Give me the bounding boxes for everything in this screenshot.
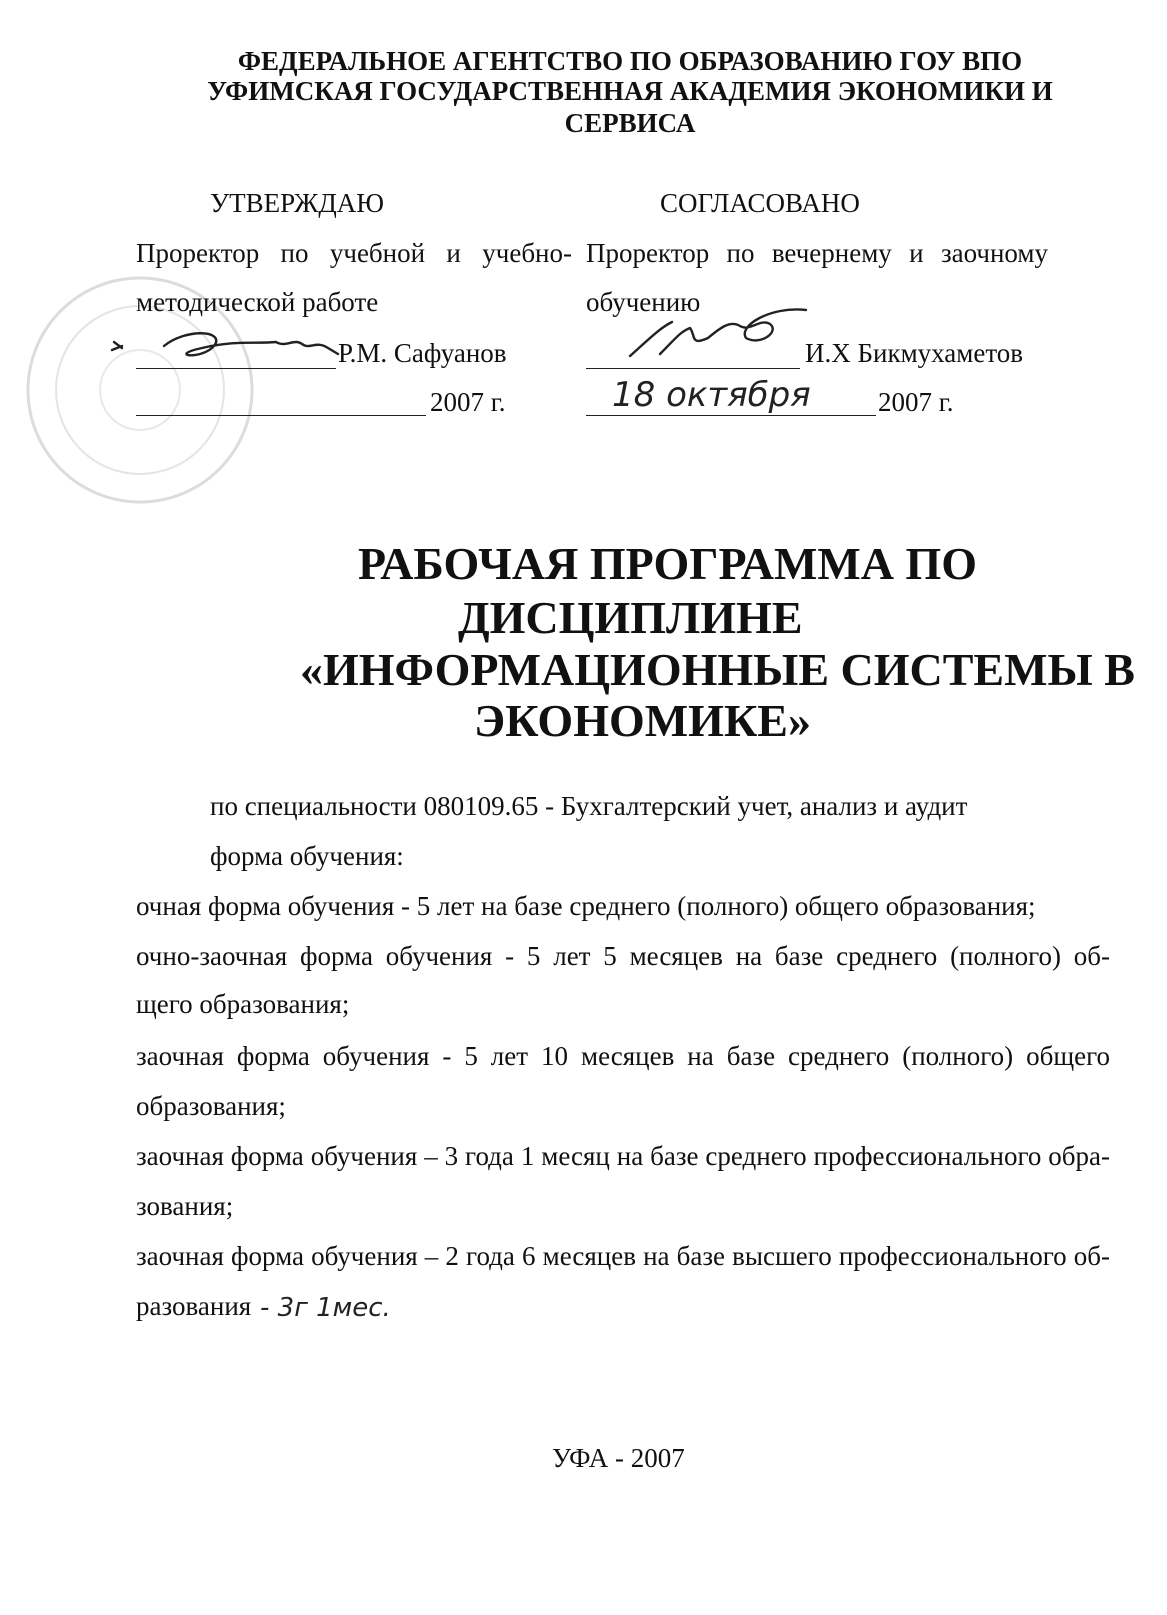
title-line-2: ДИСЦИПЛИНЕ [458,592,803,643]
agreed-signature [620,298,820,368]
approver-signature [106,322,346,372]
form-line-2: очно-заочная форма обучения - 5 лет 5 месяцев на базе среднего (полного) об- [136,941,1110,971]
agreed-name: И.Х Бикмухаметов [805,338,1024,368]
form-line-7: зования; [136,1191,234,1221]
header-line-1: ФЕДЕРАЛЬНОЕ АГЕНТСТВО ПО ОБРАЗОВАНИЮ ГОУ ВПО [237,46,1023,76]
handwritten-note-text: - 3г 1мес. [260,1293,391,1323]
specialty-line: по специальности 080109.65 - Бухгалтерский учет, анализ и аудит [210,791,968,821]
form-line-4: заочная форма обучения - 5 лет 10 месяцев на базе среднего (полного) общего [136,1041,1110,1071]
approver-name: Р.М. Сафуанов [338,338,507,368]
form-line-3: щего образования; [136,989,350,1019]
approve-heading: УТВЕРЖДАЮ [210,188,385,218]
approver-role-line2: методической работе [136,287,379,317]
agreed-role-line2: обучению [586,287,701,317]
form-line-9: разования [136,1291,252,1321]
footer-place-year: УФА - 2007 [552,1443,685,1473]
form-line-8: заочная форма обучения – 2 года 6 месяцев на базе высшего профессионального об- [136,1241,1110,1271]
form-line-6: заочная форма обучения – 3 года 1 месяц на базе среднего профессионального обра- [136,1141,1110,1171]
handwritten-date-text: 18 октября [612,375,811,415]
title-line-4: ЭКОНОМИКЕ» [474,695,811,746]
form-label: форма обучения: [210,841,404,871]
header-line-3: СЕРВИСА [564,108,696,138]
form-line-1: очная форма обучения - 5 лет на базе среднего (полного) общего образования; [136,891,1036,921]
agreed-signature-line [586,368,800,369]
agreed-role-line1: Проректор по вечернему и заочному [586,238,1048,268]
handwritten-date [606,372,876,432]
header-line-2: УФИМСКАЯ ГОСУДАРСТВЕННАЯ АКАДЕМИЯ ЭКОНОМИКИ И [207,76,1053,106]
handwritten-note [256,1284,436,1334]
approver-year: 2007 г. [430,387,506,417]
approver-role-line1: Проректор по учебной и учебно- [136,238,572,268]
title-line-1: РАБОЧАЯ ПРОГРАММА ПО [358,538,978,589]
agreed-heading: СОГЛАСОВАНО [660,188,860,218]
form-line-5: образования; [136,1091,286,1121]
approver-date-line [136,415,426,416]
title-line-3: «ИНФОРМАЦИОННЫЕ СИСТЕМЫ В [300,644,1135,695]
agreed-year: 2007 г. [878,387,954,417]
